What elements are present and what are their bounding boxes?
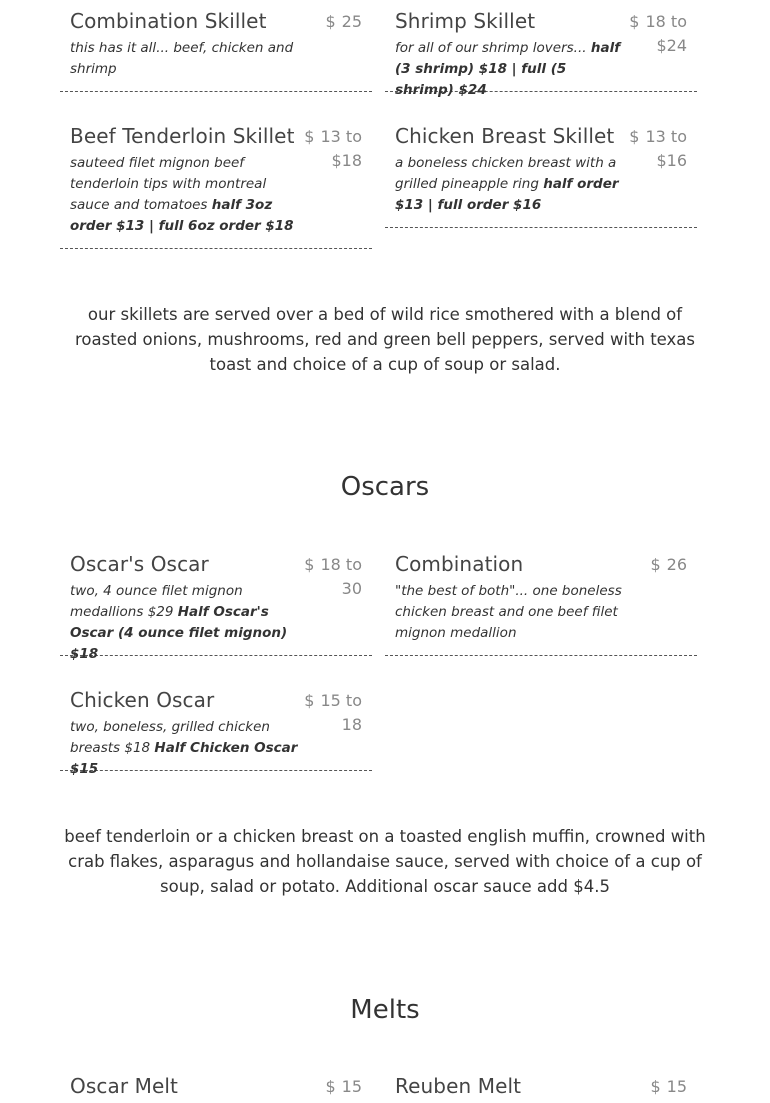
menu-item-header [70, 551, 362, 598]
description-text: this has it all... beef, chicken and shrimp [70, 40, 294, 77]
menu-item-name: Reuben Melt [395, 1074, 522, 1098]
menu-item-reuben-melt [385, 1073, 697, 1103]
description-text: two, boneless, grilled chicken breasts $18 [70, 719, 270, 756]
menu-item-name: Combination Skillet [70, 9, 267, 33]
menu-item-oscars-oscar [60, 551, 372, 662]
menu-item-name: Beef Tenderloin Skillet [70, 124, 295, 148]
menu-item-price [292, 125, 362, 173]
description-text: two, 4 ounce filet mignon medallions $29 [70, 583, 243, 620]
menu-item-shrimp-skillet [385, 8, 697, 98]
menu-item-price [292, 553, 362, 601]
menu-item-header [395, 1073, 687, 1099]
menu-item-price [292, 1075, 362, 1099]
menu-item-description [395, 38, 627, 101]
menu-item-description [70, 153, 302, 237]
price-value: 25 [341, 12, 362, 31]
menu-item-header [70, 687, 362, 734]
price-value: 18 to 30 [320, 555, 362, 598]
menu-item-header [70, 8, 362, 34]
section-heading-melts: Melts [350, 995, 420, 1025]
price-value: 15 [341, 1077, 362, 1096]
oscars-note: beef tenderloin or a chicken breast on a toasted english muffin, crowned with crab flakes, asparagus and hollandaise sauce, served with choice of a cup of soup, salad or potato. Additional oscar sauce add $4.5 [64, 827, 706, 896]
price-value: 18 to $24 [645, 12, 687, 55]
menu-item-chicken-breast-skillet [385, 123, 697, 228]
menu-item-description [70, 581, 302, 665]
description-bold-text: Half Oscar's Oscar (4 ounce filet mignon) $18 [70, 604, 288, 662]
menu-item-oscar-melt [60, 1073, 372, 1103]
menu-item-name: Shrimp Skillet [395, 9, 536, 33]
menu-item-price [617, 1075, 687, 1099]
description-text: for all of our shrimp lovers... [395, 40, 591, 56]
menu-item-combination [385, 551, 697, 656]
menu-item-header [70, 123, 362, 170]
menu-item-price [617, 553, 687, 577]
menu-item-name: Chicken Breast Skillet [395, 124, 615, 148]
currency-symbol: $ [650, 555, 661, 574]
menu-item-name: Oscar Melt [70, 1074, 178, 1098]
description-text: sauteed filet mignon beef tenderloin tips with montreal sauce and tomatoes [70, 155, 267, 213]
menu-item-price [617, 10, 687, 58]
menu-item-price [292, 689, 362, 737]
description-text: a boneless chicken breast with a grilled pineapple ring [395, 155, 617, 192]
currency-symbol: $ [650, 1077, 661, 1096]
price-value: 26 [666, 555, 687, 574]
menu-item-description [70, 717, 302, 780]
menu-item-chicken-oscar [60, 687, 372, 777]
menu-item-combination-skillet [60, 8, 372, 92]
currency-symbol: $ [629, 12, 640, 31]
description-bold-text: half order $13 | full order $16 [395, 176, 619, 213]
description-text: "the best of both"... one boneless chicken breast and one beef filet mignon medallion [395, 583, 622, 641]
description-bold-text: half (3 shrimp) $18 | full (5 shrimp) $24 [395, 40, 621, 98]
menu-item-description [70, 38, 302, 80]
price-value: 13 to $18 [320, 127, 362, 170]
menu-item-name: Chicken Oscar [70, 688, 215, 712]
currency-symbol: $ [304, 127, 315, 146]
menu-item-price [292, 10, 362, 34]
currency-symbol: $ [304, 691, 315, 710]
menu-item-name: Oscar's Oscar [70, 552, 209, 576]
menu-item-price [617, 125, 687, 173]
menu-item-beef-tenderloin-skillet [60, 123, 372, 249]
menu-item-name: Combination [395, 552, 524, 576]
description-bold-text: Half Chicken Oscar $15 [70, 740, 298, 777]
menu-item-header [70, 1073, 362, 1099]
menu-item-description [395, 581, 627, 644]
skillets-note: our skillets are served over a bed of wild rice smothered with a blend of roasted onions, mushrooms, red and green bell peppers, served with texas toast and choice of a cup of soup or salad. [74, 305, 696, 374]
menu-item-header [395, 123, 687, 170]
price-value: 15 [666, 1077, 687, 1096]
currency-symbol: $ [304, 555, 315, 574]
menu-item-header [395, 551, 687, 577]
section-heading-oscars: Oscars [340, 472, 430, 502]
price-value: 15 to 18 [320, 691, 362, 734]
currency-symbol: $ [325, 12, 336, 31]
price-value: 13 to $16 [645, 127, 687, 170]
currency-symbol: $ [325, 1077, 336, 1096]
currency-symbol: $ [629, 127, 640, 146]
menu-item-description [395, 153, 627, 216]
description-bold-text: half 3oz order $13 | full 6oz order $18 [70, 197, 294, 234]
